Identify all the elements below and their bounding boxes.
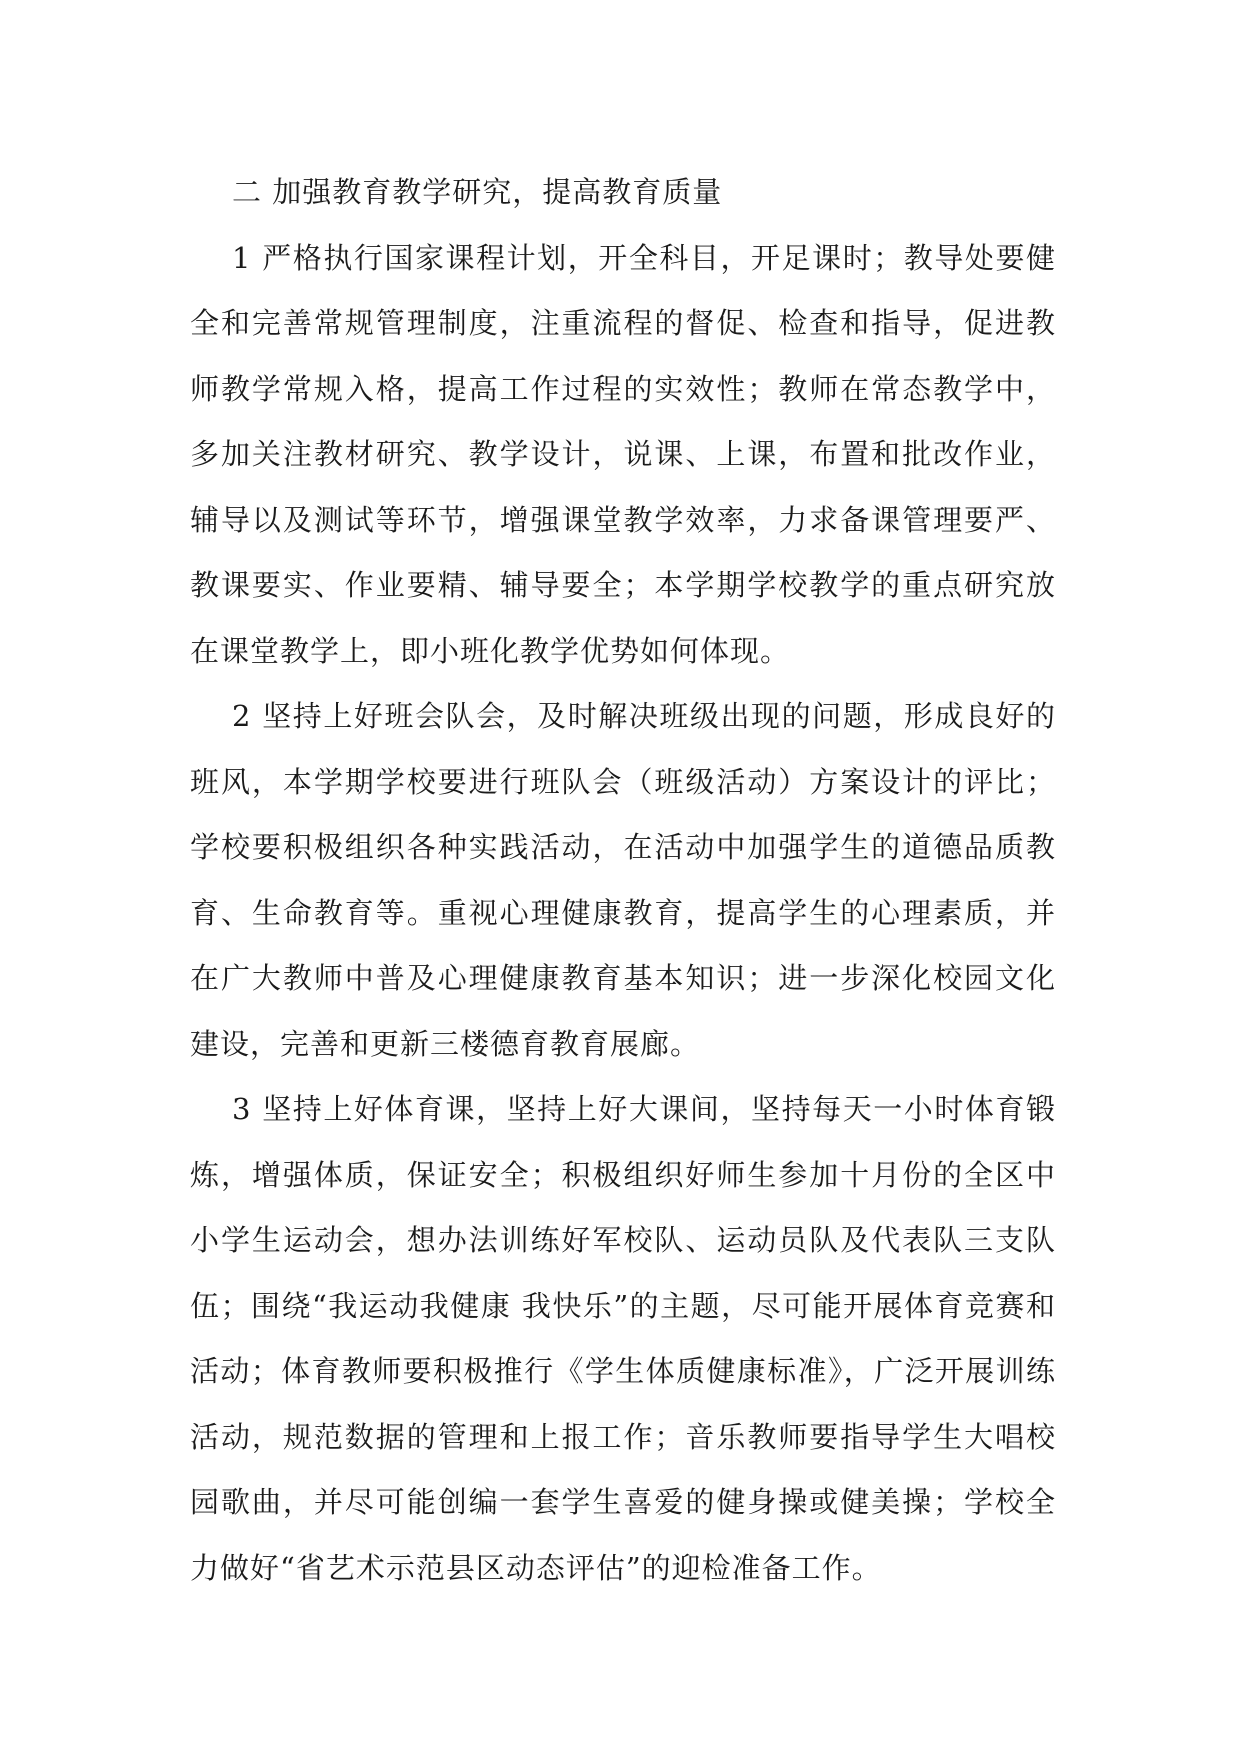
paragraph-2: 2 坚持上好班会队会，及时解决班级出现的问题，形成良好的班风，本学期学校要进行班队会（班级活动）方案设计的评比；学校要积极组织各种实践活动，在活动中加强学生的道德品质教育、生命教育等。重视心理健康教育，提高学生的心理素质，并在广大教师中普及心理健康教育基本知识；进一步深化校园文化建设，完善和更新三楼德育教育展廊。 (190, 699, 1056, 1061)
section-heading: 二 加强教育教学研究，提高教育质量 (232, 175, 723, 209)
paragraph-1: 1 严格执行国家课程计划，开全科目，开足课时；教导处要健全和完善常规管理制度，注重流程的督促、检查和指导，促进教师教学常规入格，提高工作过程的实效性；教师在常态教学中，多加关注教材研究、教学设计，说课、上课，布置和批改作业，辅导以及测试等环节，增强课堂教学效率，力求备课管理要严、教课要实、作业要精、辅导要全；本学期学校教学的重点研究放在课堂教学上，即小班化教学优势如何体现。 (190, 240, 1056, 668)
document-body (190, 160, 1056, 1601)
paragraph-3: 3 坚持上好体育课，坚持上好大课间，坚持每天一小时体育锻炼，增强体质，保证安全；积极组织好师生参加十月份的全区中小学生运动会，想办法训练好军校队、运动员队及代表队三支队伍；围绕“我运动我健康 我快乐”的主题，尽可能开展体育竞赛和活动；体育教师要积极推行《学生体质健康标准》，广泛开展训练活动，规范数据的管理和上报工作；音乐教师要指导学生大唱校园歌曲，并尽可能创编一套学生喜爱的健身操或健美操；学校全力做好“省艺术示范县区动态评估”的迎检准备工作。 (190, 1092, 1056, 1585)
